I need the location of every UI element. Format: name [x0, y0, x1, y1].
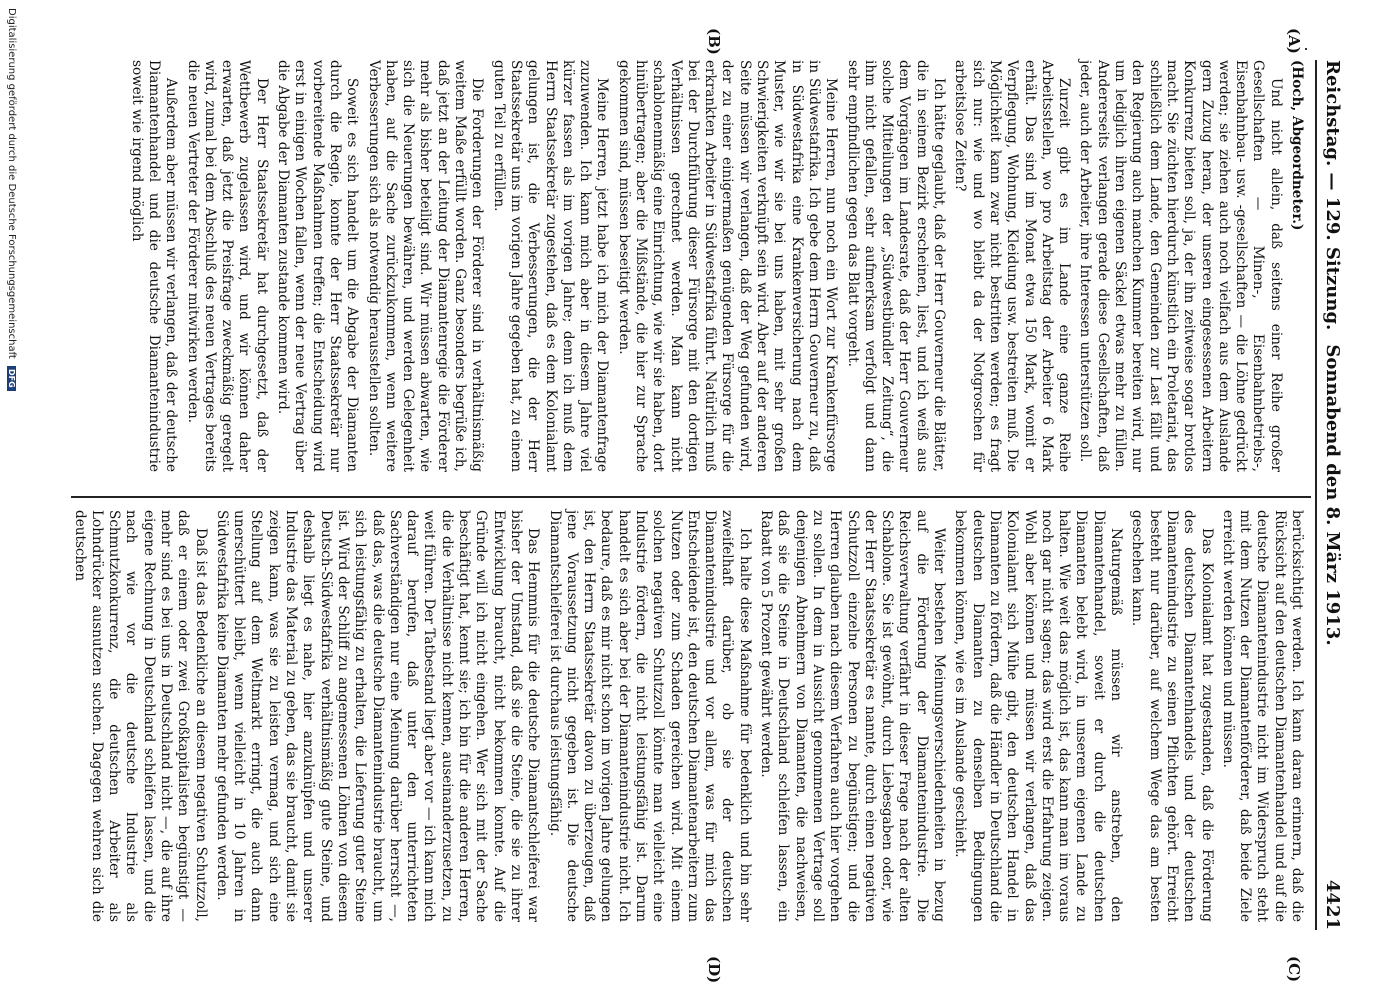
header-left-title: Reichstag. — 129. Sitzung. — [1322, 60, 1343, 331]
margin-letter-c: (C) — [1285, 956, 1303, 983]
paragraph: Naturgemäß müssen wir anstreben, den Diamantenhandel, soweit er durch die deutschen Diamanten belebt wird, in unserem eigenen Lande zu halten. Wie weit das möglich ist, das kann man im voraus noch gar nicht sagen; das wird erst die Erfahrung zeigen. Wohl aber können und müssen wir verlangen, daß das Kolonialamt sich Mühe gibt, den deutschen Handel in Diamanten zu fördern, daß die Händler in Deutschland die deutschen Diamanten zu denselben Bedingungen bekommen können, wie es im Auslande geschieht. — [952, 510, 1125, 922]
paragraph: berücksichtigt werden. Ich kann daran erinnern, daß die Rücksicht auf den deutschen Diamantenhandel und auf die deutsche Diamantenindustrie nicht im Widerspruch steht mit dem Nutzen der Diamantenförderer, daß beide Ziele erreicht werden können und müssen. — [1219, 510, 1305, 922]
paragraph: Die Forderungen der Förderer sind in verhältnismäßig weitem Maße erfüllt worden. Ganz besonders begrüße ich, daß jetzt an der Leitung der Diamantenregie die Förderer mehr als bisher beteiligt sind. Wir müssen abwarten, wie sich die Neuerungen bewähren, und werden Gelegenheit haben, auf die Sache zurückzukommen, wenn weitere Verbesserungen sich als notwendig herausstellen sollten. — [365, 60, 486, 472]
margin-letter-d: (D) — [705, 956, 723, 984]
paragraph: Meine Herren, nun noch ein Wort zur Krankenfürsorge in Südwestafrika. Ich gebe dem Herrn Gouverneur zu, daß in Südwestafrika eine Krankenversicherung nach dem Muster, wie wir sie bei uns haben, mit sehr großen Schwierigkeiten verknüpft sein wird. Aber auf der anderen Seite müssen wir verlangen, daß der Weg gefunden wird, der zu einer einigermaßen genügenden Fürsorge für die erkrankten Arbeiter in Südwestafrika führt. Natürlich muß bei der Durchführung dieser Fürsorge mit den dortigen Verhältnissen gerechnet werden. Man kann nicht schablonenmäßig eine Einrichtung, wie wir sie haben, dort hinübertragen; aber die Mißstände, die hier zur Sprache gekommen sind, müssen beseitigt werden. — [615, 60, 840, 472]
right-text-column — [71, 510, 1305, 922]
credit-text: Digitalisierung gefördert durch die Deutsche Forschungsgemeinschaft — [6, 8, 17, 359]
speaker-label: (Hoch, Abgeordneter.) — [1289, 60, 1305, 231]
paragraph: Außerdem aber müssen wir verlangen, daß der deutsche Diamantenhandel und die deutsche Diamantenindustrie soweit wie irgend möglich — [128, 60, 180, 472]
page-number: 4421 — [1322, 879, 1343, 930]
dfg-logo-icon: DFG — [7, 366, 16, 391]
margin-letter-b: (B) — [705, 28, 723, 55]
paragraph: Der Herr Staatssekretär hat durchgesetzt, daß der Wettbewerb zugelassen wird, und wir können daher erwarten, daß jetzt die Preisfrage zweckmäßig geregelt wird, zumal bei dem Abschluß des neuen Vertrages bereits die neuen Vertreter der Förderer mitwirken werden. — [184, 60, 270, 472]
paragraph: Das Hemmnis für die deutsche Diamantschleiferei war bisher der Umstand, daß sie die Steine, die sie zu ihrer Entwicklung braucht, nicht bekommen konnte. Auf die Gründe will ich nicht eingehen. Wer sich mit der Sache beschäftigt hat, kennt sie; ich bin für die anderen Herren, die die Verhältnisse nicht kennen, auseinanderzusetzen, zu weit führen. Der Tatbestand liegt aber vor — ich kann mich darauf berufen, daß unter den unterrichteten Sachverständigen nur eine Meinung darüber herrscht —, daß das, was die deutsche Diamantenindustrie braucht, um sich leistungsfähig zu erhalten, die Lieferung guter Steine ist. Wird der Schliff zu angemessenen Löhnen von diesem Deutsch-Südwestafrika verhältnismäßig gute Steine, und deshalb liegt es nahe, hier anzuknüpfen und unserer Industrie das Material zu geben, das sie braucht, damit sie zeigen kann, was sie zu leisten vermag, und sich eine Stellung auf dem Weltmarkt erringt, die auch dann unerschüttert bleibt, wenn vielleicht in 10 Jahren in Südwestafrika keine Diamanten mehr gefunden werden. — [213, 510, 542, 922]
paragraph: Meine Herren, jetzt habe ich mich der Diamantenfrage zuzuwenden. Ich kann mich aber in diesem Jahre viel kürzer fassen als im vorigen Jahre; denn ich muß dem Herrn Staatssekretär zugestehen, daß es dem Kolonialamt gelungen ist, die Verbesserungen, die der Herr Staatssekretär uns im vorigen Jahre gegeben hat, zu einem guten Teil zu erfüllen. — [490, 60, 611, 472]
column-divider — [71, 496, 1311, 498]
paragraph: Zurzeit gibt es im Lande eine ganze Reihe Arbeitsstellen, wo pro Arbeitstag der Arbeiter 6 Mark erhält. Das sind im Monat etwa 150 Mark, womit er Verpflegung, Wohnung, Kleidung usw. bestreiten muß. Die Möglichkeit kann zwar nicht bestritten werden; es fragt sich nur: wie und wo bleibt da der Notgroschen für arbeitslose Zeiten? — [952, 60, 1073, 472]
scan-dot — [1305, 48, 1307, 50]
paragraph: Daß ist das Bedenkliche an diesem negativen Schutzzoll, daß er einem oder zwei Großkapitalisten begünstigt — mehr sind es bei uns in Deutschland nicht —, die auf ihre eigene Rechnung in Deutschland schleifen lassen, und die nach wie vor die deutsche Industrie als Schmutzkonkurrenz, die deutschen Arbeiter als Lohndrücker ausnutzen suchen. Dagegen wehren sich die deutschen — [71, 510, 209, 922]
margin-letter-a: (A) — [1285, 28, 1303, 54]
page-header — [1321, 60, 1343, 930]
paragraph: Ich halte diese Maßnahme für bedenklich und bin sehr zweifelhaft darüber, ob sie der deutschen Diamantenindustrie und vor allem, was für mich das Entscheidende ist, den deutschen Diamantenarbeitern zum Nutzen oder zum Schaden gereichen wird. Mit einem solchen negativen Schutzzoll könnte man vielleicht eine Industrie fördern, die nicht leistungsfähig ist. Darum handelt es sich aber bei der Diamantenindustrie nicht. Ich bedaure, daß es mir nicht schon im vorigen Jahre gelungen ist, den Herrn Staatssekretär davon zu überzeugen, daß jene Voraussetzung nicht gegeben ist. Die deutsche Diamantschleiferei ist durchaus leistungsfähig. — [546, 510, 753, 922]
paragraph: Das Kolonialamt hat zugestanden, daß die Förderung des deutschen Diamantenhandels und der deutschen Diamantenindustrie zu seinen Pflichten gehört. Erreicht besteht nur darüber, auf welchem Wege das am besten geschehen kann. — [1129, 510, 1215, 922]
header-date: Sonnabend den 8. März 1913. — [1322, 344, 1343, 646]
paragraph: Und nicht allein, daß seitens einer Reihe großer Gesellschaften — Minen-, Eisenbahnbetriebs-, Eisenbahnbau- usw. -gesellschaften — die Löhne gedrückt werden; sie ziehen auch noch vielfach aus dem Auslande gern Zuzug heran, der unseren eingesessenen Arbeitern Konkurrenz bieten soll, ja, der ihn zeitweise sogar brotlos macht. Sie züchten hierdurch künstlich ein Proletariat, das schließlich dem Lande, den Gemeinden zur Last fällt und den Regierung auch manchen Kummer bereiten wird, nur um lediglich ihren eigenen Säckel etwas mehr zu füllen. Andererseits verlangen gerade diese Gesellschaften, daß jeder, auch der Arbeiter, ihre Interessen unterstützen soll. — [1077, 60, 1284, 472]
paragraph: Soweit es sich handelt um die Abgabe der Diamanten durch die Regie, konnte der Herr Staatssekretär nur vorbereitende Maßnahmen treffen; die Entscheidung wird erst in einigen Wochen fallen, wenn der neue Vertrag über die Abgabe der Diamanten zustande kommen wird. — [275, 60, 361, 472]
paragraph: Weiter bestehen Meinungsverschiedenheiten in bezug auf die Förderung der Diamantenindustrie. Die Reichsverwaltung verfährt in dieser Frage nach der alten Schablone. Sie ist gewöhnt, durch Liebesgaben oder, wie der Herr Staatssekretär es nannte, durch einen negativen Schutzzoll einzelne Personen zu begünstigen; und die Herren glauben nach diesem Verfahren auch hier vorgehen zu sollen. In dem in Aussicht genommenen Vertrage soll denjenigen Abnehmern von Diamanten, die nachweisen, daß sie die Steine in Deutschland schleifen lassen, ein Rabatt von 5 Prozent gewährt werden. — [758, 510, 948, 922]
digitization-credit — [6, 8, 17, 391]
left-text-column — [75, 60, 1305, 472]
header-rule — [1315, 60, 1317, 930]
paragraph: Ich hätte geglaubt, daß der Herr Gouverneur die Blätter, die in seinem Bezirk erscheinen, liest, und ich weiß aus dem Vorgängen im Landesrate, daß der Herr Gouverneur solche Mitteilungen der „Südwestbündler Zeitung“, die ihm nicht gefallen, sehr aufmerksam verfolgt und dann sehr empfindlichen gegen das Blatt vorgeht. — [844, 60, 948, 472]
